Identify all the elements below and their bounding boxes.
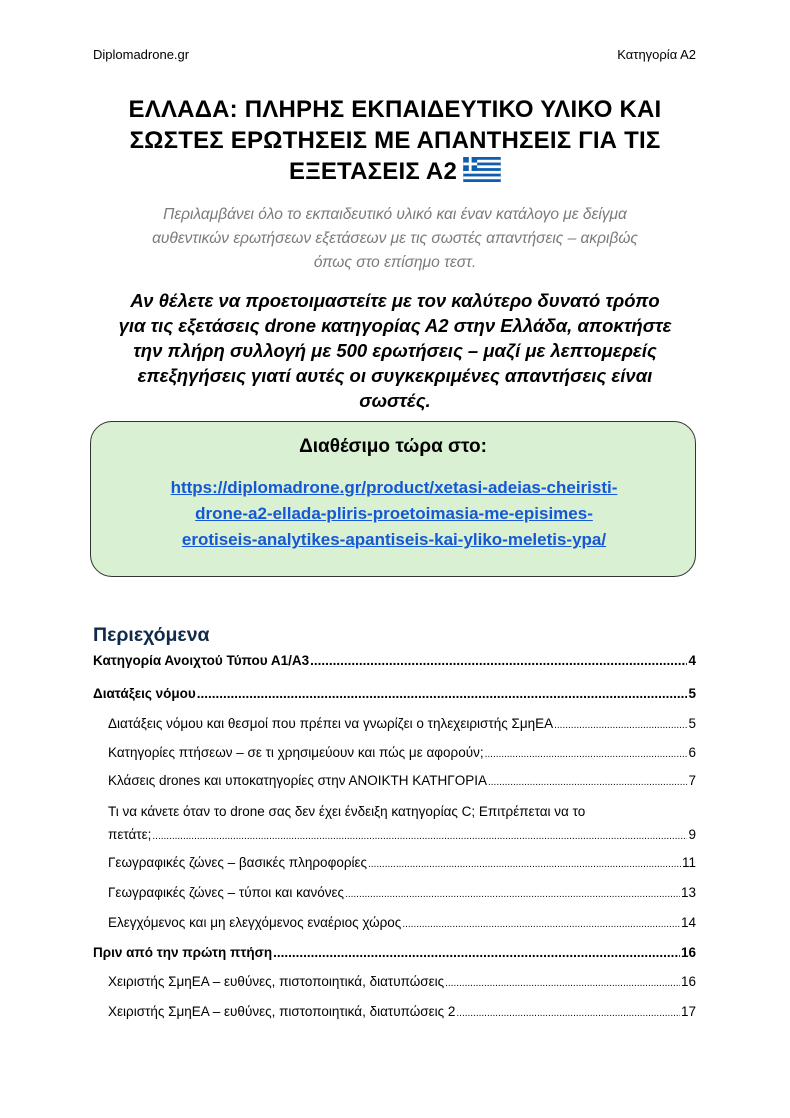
toc-leader	[488, 771, 688, 793]
subtitle-line: Περιλαμβάνει όλο το εκπαιδευτικό υλικό και έναν κατάλογο με δείγμα	[163, 206, 627, 223]
toc-entry-text: Ελεγχόμενος και μη ελεγχόμενος εναέριος χώρος	[108, 915, 402, 930]
title-line: ΕΛΛΑΔΑ: ΠΛΗΡΗΣ ΕΚΠΑΙΔΕΥΤΙΚΟ ΥΛΙΚΟ ΚΑΙ	[128, 96, 662, 123]
greek-flag-icon	[463, 157, 501, 190]
promo-line: σωστές.	[359, 390, 431, 411]
toc-page-number: 16	[680, 945, 696, 960]
toc-page-number: 7	[688, 773, 696, 788]
toc-entry[interactable]	[93, 853, 696, 875]
toc-entry-text: Γεωγραφικές ζώνες – τύποι και κανόνες	[108, 885, 345, 900]
toc-leader	[310, 651, 687, 671]
toc-page-number: 17	[680, 1004, 696, 1019]
toc-page-number: 13	[680, 885, 696, 900]
toc-leader	[445, 972, 680, 994]
toc-leader	[456, 1002, 680, 1024]
toc-heading: Περιεχόμενα	[93, 624, 210, 646]
toc-entry[interactable]	[93, 1002, 696, 1024]
toc-entry-text: Πριν από την πρώτη πτήση	[93, 945, 273, 960]
product-link-line[interactable]: https://diplomadrone.gr/product/xetasi-adeias-cheiristi-	[170, 478, 618, 497]
promo-line: την πλήρη συλλογή με 500 ερωτήσεις – μαζί με λεπτομερείς	[133, 340, 657, 361]
toc-entry-text: Γεωγραφικές ζώνες – βασικές πληροφορίες	[108, 855, 368, 870]
toc-entry[interactable]	[93, 743, 696, 765]
product-link-line[interactable]: drone-a2-ellada-pliris-proetoimasia-me-episimes-	[195, 504, 593, 523]
promo-line: επεξηγήσεις γιατί αυτές οι συγκεκριμένες απαντήσεις είναι	[137, 365, 653, 386]
promo-line: Αν θέλετε να προετοιμαστείτε με τον καλύτερο δυνατό τρόπο	[130, 290, 660, 311]
toc-leader	[485, 743, 688, 765]
promo-line: για τις εξετάσεις drone κατηγορίας Α2 στην Ελλάδα, αποκτήστε	[118, 315, 672, 336]
title-line	[80, 156, 710, 190]
toc-entry-text: Διατάξεις νόμου	[93, 686, 196, 701]
toc-entry-text-line: Τι να κάνετε όταν το drone σας δεν έχει ένδειξη κατηγορίας C; Επιτρέπεται να το	[108, 804, 586, 819]
subtitle-line: αυθεντικών ερωτήσεων εξετάσεων με τις σωστές απαντήσεις – ακριβώς	[152, 230, 638, 247]
toc-entry[interactable]	[93, 883, 696, 905]
product-link-line[interactable]: erotiseis-analytikes-apantiseis-kai-yliko-meletis-ypa/	[181, 530, 607, 549]
toc-leader	[273, 943, 680, 963]
subtitle	[95, 203, 695, 275]
toc-page-number: 14	[680, 915, 696, 930]
toc-entry-text: πετάτε;	[108, 827, 152, 842]
toc-entry-text: Κατηγορίες πτήσεων – σε τι χρησιμεύουν και πώς με αφορούν;	[108, 745, 484, 760]
toc-page-number: 6	[688, 745, 696, 760]
toc-page-number: 16	[680, 974, 696, 989]
toc-leader	[554, 714, 687, 736]
availability-box	[90, 421, 696, 577]
toc-page-number: 5	[688, 716, 696, 731]
toc-entry[interactable]	[93, 943, 696, 963]
toc-entry[interactable]	[93, 802, 696, 847]
availability-title: Διαθέσιμο τώρα στο:	[299, 436, 487, 457]
toc-entry-text: Χειριστής ΣμηΕΑ – ευθύνες, πιστοποιητικά, διατυπώσεις	[108, 974, 445, 989]
toc-entry-text: Διατάξεις νόμου και θεσμοί που πρέπει να γνωρίζει ο τηλεχειριστής ΣμηΕΑ	[108, 716, 554, 731]
toc-leader	[368, 853, 681, 875]
toc-entry[interactable]	[93, 714, 696, 736]
toc-entry[interactable]	[93, 771, 696, 793]
title-line: ΣΩΣΤΕΣ ΕΡΩΤΗΣΕΙΣ ΜΕ ΑΠΑΝΤΗΣΕΙΣ ΓΙΑ ΤΙΣ	[129, 127, 661, 154]
title-line-text: ΕΞΕΤΑΣΕΙΣ Α2	[288, 158, 457, 185]
toc-page-number: 9	[688, 827, 696, 842]
toc-leader	[152, 825, 687, 847]
toc-page-number: 11	[681, 855, 696, 870]
promo-text	[95, 288, 695, 413]
toc-entry-text: Χειριστής ΣμηΕΑ – ευθύνες, πιστοποιητικά, διατυπώσεις 2	[108, 1004, 456, 1019]
toc-entry[interactable]	[93, 684, 696, 704]
product-link[interactable]	[121, 475, 667, 553]
page-title	[80, 94, 710, 190]
header-category: Κατηγορία Α2	[617, 47, 696, 62]
header-site-name: Diplomadrone.gr	[93, 47, 190, 62]
toc-leader	[197, 684, 688, 704]
toc-entry[interactable]	[93, 651, 696, 671]
toc-entry-text: Κλάσεις drones και υποκατηγορίες στην ΑΝΟΙΚΤΗ ΚΑΤΗΓΟΡΙΑ	[108, 773, 487, 788]
toc-leader	[402, 913, 680, 935]
toc-page-number: 4	[688, 653, 696, 668]
toc-leader	[345, 883, 680, 905]
toc-entry[interactable]	[93, 972, 696, 994]
toc-entry-text: Κατηγορία Ανοιχτού Τύπου Α1/Α3	[93, 653, 310, 668]
toc-entry[interactable]	[93, 913, 696, 935]
subtitle-line: όπως στο επίσημο τεστ.	[313, 254, 477, 271]
toc-page-number: 5	[688, 686, 696, 701]
